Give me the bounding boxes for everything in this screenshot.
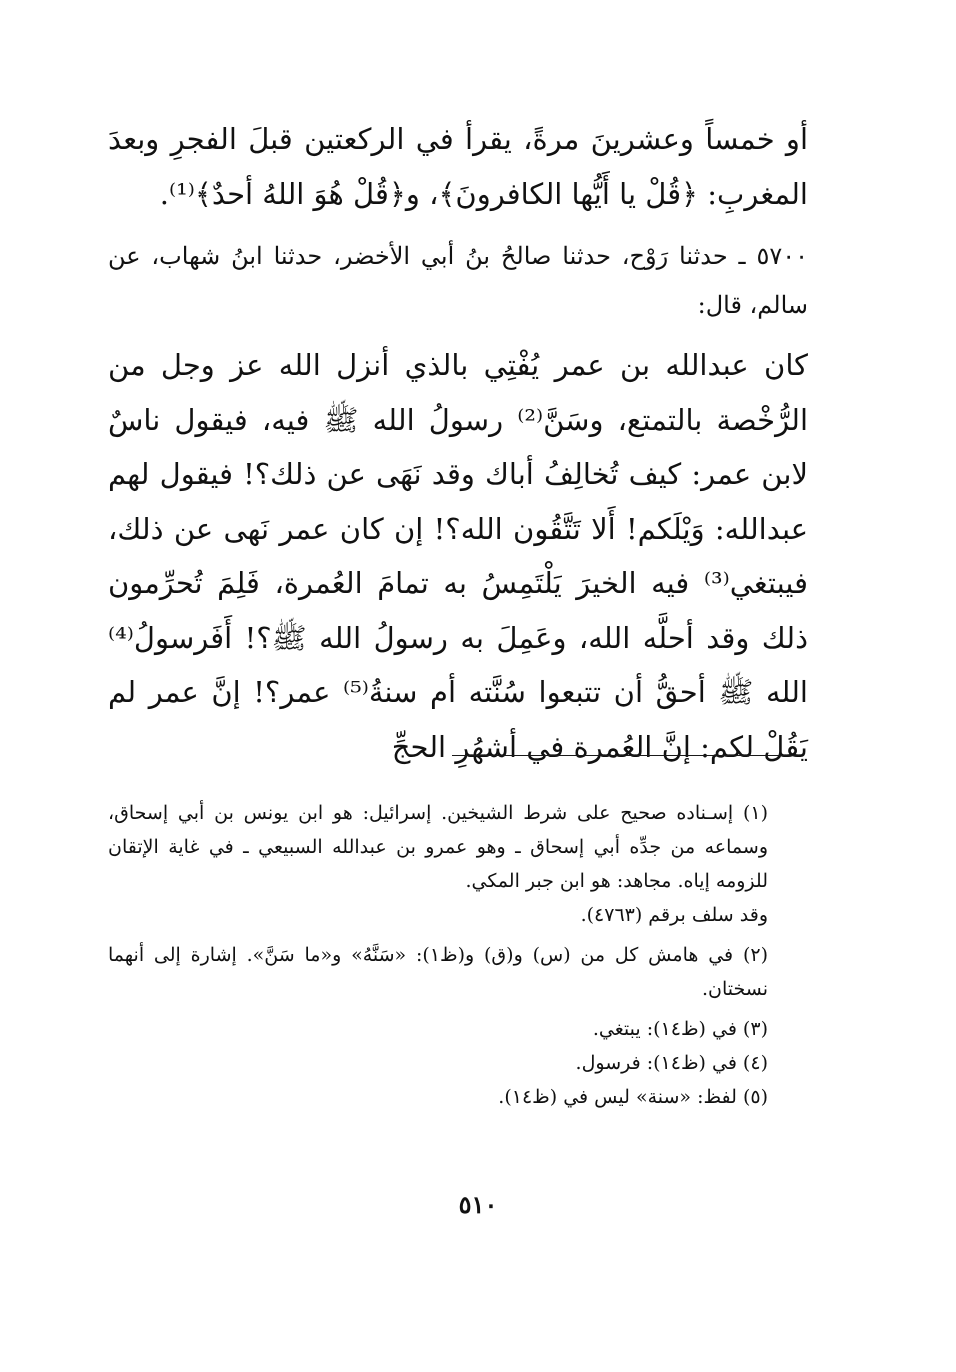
footnote-1-continued: وقد سلف برقم (٤٧٦٣). (580, 904, 768, 926)
footnote-1: (١) إسـناده صحيح على شرط الشيخين. إسرائيل: هو ابن يونس بن أبي إسحاق، وسماعه من جدِّه أبي إسحاق ـ وهو عمرو بن عبدالله السبيعي ـ في غاية الإتقان للزومه إياه. مجاهد: هو ابن جبر المكي. (108, 802, 768, 892)
page-number: ٥١٠ (458, 1190, 498, 1219)
footnote-4: (٤) في (ظ١٤): فرسول. (575, 1052, 768, 1074)
hadith-text: كان عبدالله بن عمر يُفْتِي بالذي أنزل الله عز وجل من الرُّخْصة بالتمتع، وسَنَّ⁽²⁾ رسولُ الله ﷺ فيه، فيقول ناسٌ لابن عمر: كيف تُخالِفُ أباك وقد نَهَى عن ذلك؟! فيقول لهم عبدالله: وَيْلَكم! أَلا تَتَّقُون الله؟! إن كان عمر نَهى عن ذلك، فيبتغي⁽³⁾ فيه الخيرَ يَلْتَمِسُ به تمامَ العُمرة، فَلِمَ تُحرِّمون ذلك وقد أحلَّه الله، وعَمِلَ به رسولُ الله ﷺ؟! أَفَرسولُ⁽⁴⁾ الله ﷺ أحقُّ أن تتبعوا سُنَّته أم سنةُ⁽⁵⁾ عمر؟! إنَّ عمر لم يَقُلْ لكم: إنَّ العُمرة في أشهُرِ الحجِّ (108, 348, 808, 764)
footnotes (108, 796, 808, 1114)
footnote-3: (٣) في (ظ١٤): يبتغي. (592, 1018, 768, 1040)
footnote-2: (٢) في هامش كل من (س) و(ق) و(ظ١): «سَنَّهُ» و«ما سَنَّ». إشارة إلى أنهما نسختان. (108, 944, 769, 1000)
hadith-chain-of-narration: ٥٧٠٠ ـ حدثنا رَوْح، حدثنا صالحُ بنُ أبي الأخضر، حدثنا ابنُ شهاب، عن سالم، قال: (108, 242, 808, 319)
footnote-5: (٥) لفظ: «سنة» ليس في (ظ١٤). (498, 1086, 768, 1108)
previous-hadith-ending: أو خمساً وعشرينَ مرةً، يقرأ في الركعتين قبلَ الفجرِ وبعدَ المغربِ: ﴿قُلْ يا أَيُّها الكافرونَ﴾، و﴿قُلْ هُوَ اللهُ أحدٌ﴾⁽¹⁾. (108, 122, 808, 211)
footnote-divider (452, 755, 800, 756)
